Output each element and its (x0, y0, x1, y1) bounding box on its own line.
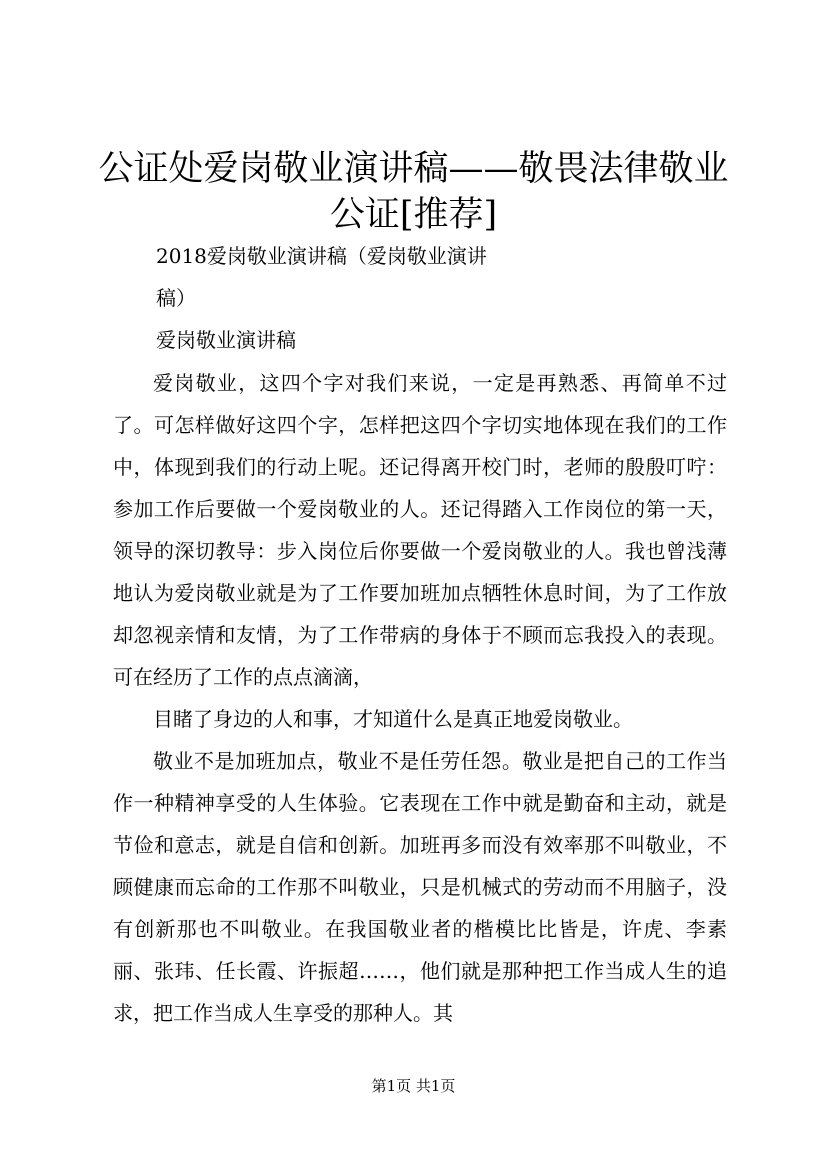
paragraph: 目睹了身边的人和事，才知道什么是真正地爱岗敬业。 (153, 707, 633, 731)
section-title: 爱岗敬业演讲稿 (156, 328, 296, 352)
paragraph: 敬业不是加班加点，敬业不是任劳任怨。敬业是把自己的工作当作一种精神享受的人生体验。它表现在工作中就是勤奋和主动，就是节俭和意志，就是自信和创新。加班再多而没有效率那不叫敬业，不顾健康而忘命的工作那不叫敬业，只是机械式的劳动而不用脑子，没有创新那也不叫敬业。在我国敬业者的楷模比比皆是，许虎、李素丽、张玮、任长霞、许振超……，他们就是那种把工作当成人生的追求，把工作当成人生享受的那种人。其 (113, 749, 727, 1025)
subheading-line-1: 2018爱岗敬业演讲稿（爱岗敬业演讲 (156, 244, 487, 268)
paragraph: 爱岗敬业，这四个字对我们来说，一定是再熟悉、再简单不过了。可怎样做好这四个字，怎样把这四个字切实地体现在我们的工作中，体现到我们的行动上呢。还记得离开校门时，老师的殷殷叮咛：参加工作后要做一个爱岗敬业的人。还记得踏入工作岗位的第一天，领导的深切教导：步入岗位后你要做一个爱岗敬业的人。我也曾浅薄地认为爱岗敬业就是为了工作要加班加点牺牲休息时间，为了工作放却忽视亲情和友情，为了工作带病的身体于不顾而忘我投入的表现。可在经历了工作的点点滴滴， (113, 371, 727, 689)
body-text (113, 362, 727, 1034)
document-title: 公证处爱岗敬业演讲稿——敬畏法律敬业公证[推荐] (98, 149, 729, 235)
subheading-line-2: 稿） (156, 286, 196, 310)
page-footer: 第1页 共1页 (371, 1077, 456, 1095)
